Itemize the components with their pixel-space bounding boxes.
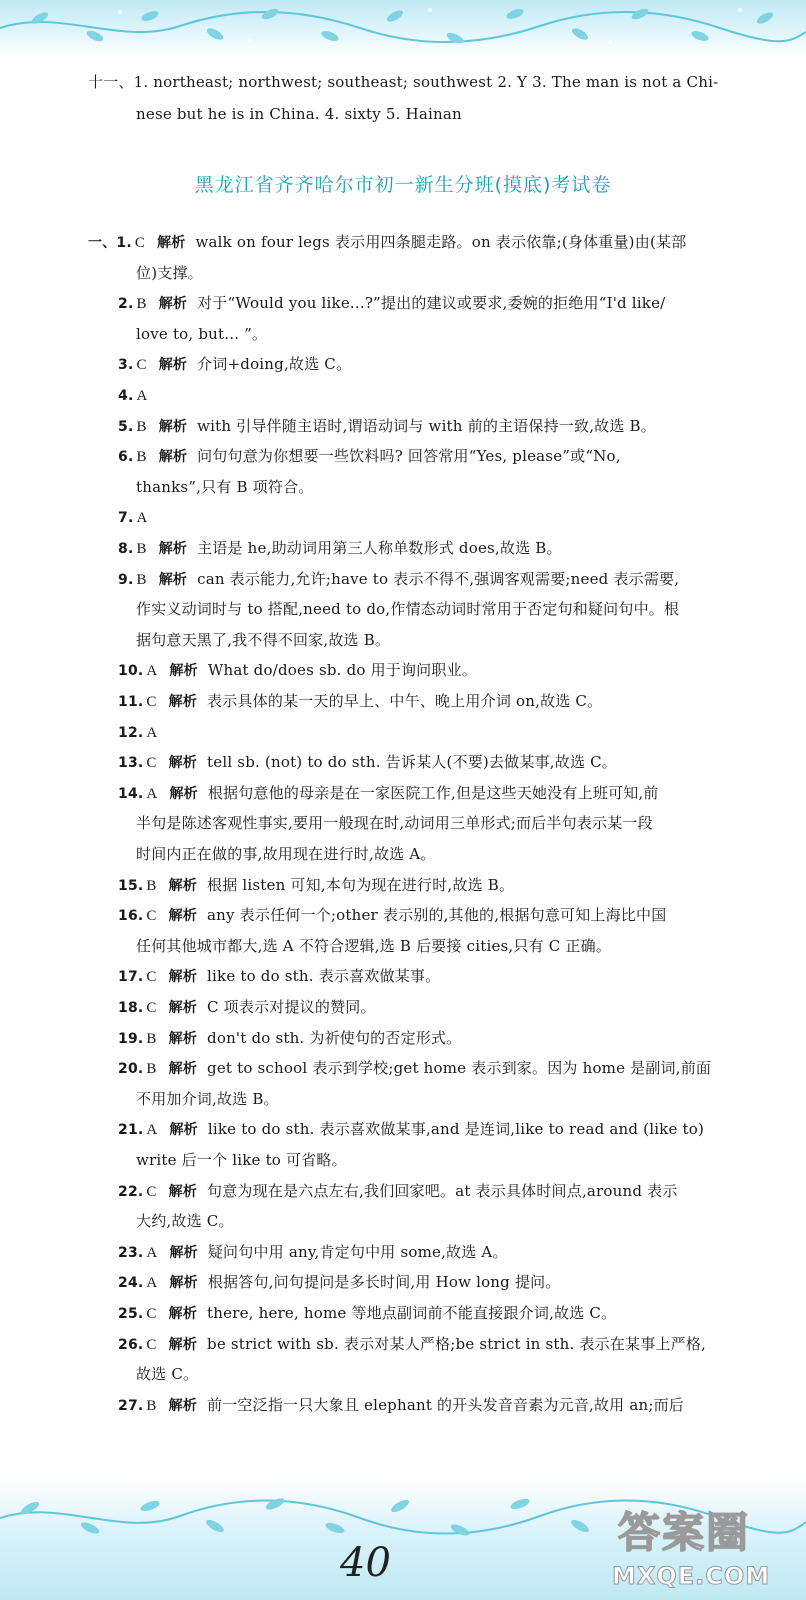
analysis-tag: 解析: [169, 1275, 198, 1291]
answer-choice: A: [136, 388, 148, 404]
analysis-text: 表示具体的某一天的早上、中午、晚上用介词 on,故选 C。: [207, 692, 603, 710]
analysis-text: walk on four legs 表示用四条腿走路。on 表示依靠;(身体重量)由(某部: [195, 233, 687, 251]
answer-number: 18.: [118, 1000, 144, 1016]
analysis-text: 根据句意他的母亲是在一家医院工作,但是这些天她没有上班可知,前: [207, 784, 659, 802]
answer-choice: C: [146, 1306, 157, 1322]
answer-choice: C: [136, 357, 147, 373]
analysis-continuation: love to, but... ”。: [136, 325, 268, 343]
answer-number: 6.: [118, 449, 134, 465]
answer-item: [118, 293, 665, 314]
answer-choice: C: [146, 1000, 157, 1016]
answer-number: 3.: [118, 357, 134, 373]
answer-choice: A: [136, 510, 148, 526]
answer-number: 12.: [118, 725, 144, 741]
answer-item: [118, 1303, 616, 1324]
answer-choice: B: [146, 1061, 157, 1077]
answer-choice: C: [146, 755, 157, 771]
answer-number: 7.: [118, 510, 134, 526]
answer-number: 4.: [118, 388, 134, 404]
answer-item: [118, 1272, 561, 1293]
answer-number: 21.: [118, 1122, 144, 1138]
answer-item: [118, 783, 659, 804]
answer-choice: A: [146, 725, 158, 741]
analysis-tag: 解析: [168, 1061, 198, 1077]
page-number: 40: [340, 1540, 391, 1586]
answer-choice: B: [136, 419, 147, 435]
watermark-site: MXQE.COM: [612, 1562, 771, 1590]
analysis-tag: 解析: [158, 541, 188, 557]
analysis-tag: 解析: [157, 235, 186, 251]
analysis-continuation: 位)支撑。: [136, 264, 203, 282]
answer-item: [118, 1058, 711, 1079]
answer-number: 17.: [118, 969, 144, 985]
answer-item: [118, 875, 514, 896]
answer-item: [118, 722, 157, 743]
analysis-tag: 解析: [158, 449, 188, 465]
analysis-tag: 解析: [168, 1337, 198, 1353]
analysis-text: What do/does sb. do 用于询问职业。: [207, 661, 477, 679]
analysis-tag: 解析: [168, 878, 198, 894]
analysis-tag: 解析: [158, 296, 188, 312]
answer-item: [118, 1395, 684, 1416]
analysis-text: with 引导伴随主语时,谓语动词与 with 前的主语保持一致,故选 B。: [197, 417, 656, 435]
analysis-text: don't do sth. 为祈使句的否定形式。: [207, 1029, 462, 1047]
answer-item: [118, 691, 602, 712]
analysis-text: any 表示任何一个;other 表示别的,其他的,根据句意可知上海比中国: [207, 906, 667, 924]
analysis-text: 主语是 he,助动词用第三人称单数形式 does,故选 B。: [197, 539, 562, 557]
answer-choice: A: [146, 786, 158, 802]
answer-number: 22.: [118, 1184, 144, 1200]
analysis-text: 句意为现在是六点左右,我们回家吧。at 表示具体时间点,around 表示: [207, 1182, 678, 1200]
answer-item: [118, 905, 666, 926]
answer-item: [118, 1119, 704, 1140]
answer-choice: A: [146, 1122, 158, 1138]
answer-choice: B: [146, 1398, 157, 1414]
answer-item: [118, 1242, 508, 1263]
analysis-continuation: 据句意天黑了,我不得不回家,故选 B。: [136, 631, 391, 649]
answer-item: [118, 966, 440, 987]
answer-number: 8.: [118, 541, 134, 557]
answer-number: 24.: [118, 1275, 144, 1291]
analysis-tag: 解析: [158, 419, 188, 435]
watermark-logo: 答案圈: [618, 1508, 751, 1557]
analysis-continuation: write 后一个 like to 可省略。: [136, 1151, 347, 1169]
answer-number: 16.: [118, 908, 144, 924]
answer-number: 26.: [118, 1337, 144, 1353]
answer-number: 25.: [118, 1306, 144, 1322]
analysis-tag: 解析: [168, 694, 198, 710]
analysis-text: 疑问句中用 any,肯定句中用 some,故选 A。: [207, 1243, 508, 1261]
answer-choice: C: [146, 908, 157, 924]
answer-item: [118, 416, 656, 437]
analysis-text: get to school 表示到学校;get home 表示到家。因为 home 是副词,前面: [207, 1059, 712, 1077]
analysis-continuation: 时间内正在做的事,故用现在进行时,故选 A。: [136, 845, 436, 863]
section-title: 黑龙江省齐齐哈尔市初一新生分班(摸底)考试卷: [194, 174, 612, 196]
answer-item: [118, 446, 621, 467]
answer-item: [118, 997, 376, 1018]
analysis-tag: 解析: [168, 1000, 198, 1016]
answer-item: [118, 354, 351, 375]
answer-choice: C: [146, 694, 157, 710]
answer-choice: C: [146, 1337, 157, 1353]
answer-choice: B: [136, 541, 147, 557]
answer-item: [118, 660, 477, 681]
answer-number: 10.: [118, 663, 144, 679]
answer-number: 14.: [118, 786, 144, 802]
answer-choice: B: [136, 296, 147, 312]
analysis-continuation: 半句是陈述客观性事实,要用一般现在时,动词用三单形式;而后半句表示某一段: [136, 814, 653, 832]
analysis-text: can 表示能力,允许;have to 表示不得不,强调客观需要;need 表示需要,: [197, 570, 680, 588]
analysis-tag: 解析: [168, 1184, 198, 1200]
answer-choice: B: [136, 449, 147, 465]
analysis-tag: 解析: [168, 1031, 198, 1047]
answer-item: [118, 752, 617, 773]
analysis-tag: 解析: [169, 1245, 198, 1261]
analysis-continuation: 不用加介词,故选 B。: [136, 1090, 279, 1108]
analysis-text: 对于“Would you like...?”提出的建议或要求,委婉的拒绝用“I'd like/: [197, 294, 666, 312]
analysis-continuation: 故选 C。: [136, 1365, 199, 1383]
answer-item: [118, 1028, 461, 1049]
analysis-text: like to do sth. 表示喜欢做某事,and 是连词,like to read and (like to): [207, 1120, 705, 1138]
analysis-text: like to do sth. 表示喜欢做某事。: [207, 967, 441, 985]
answer-number: 15.: [118, 878, 144, 894]
answer-choice: A: [146, 1245, 158, 1261]
answer-number: 5.: [118, 419, 134, 435]
analysis-tag: 解析: [168, 908, 198, 924]
answer-number: 9.: [118, 572, 134, 588]
analysis-text: 问句句意为你想要一些饮料吗? 回答常用“Yes, please”或“No,: [197, 447, 621, 465]
answer-choice: A: [146, 663, 158, 679]
analysis-text: 前一空泛指一只大象且 elephant 的开头发音音素为元音,故用 an;而后: [207, 1396, 685, 1414]
answer-choice: C: [134, 235, 146, 251]
answer-number: 一、1.: [88, 235, 132, 251]
header-answers-line1: 十一、1. northeast; northwest; southeast; southwest 2. Y 3. The man is not a Chi-: [88, 73, 719, 91]
answer-choice: B: [136, 572, 147, 588]
analysis-text: C 项表示对提议的赞同。: [207, 998, 376, 1016]
answer-number: 2.: [118, 296, 134, 312]
answer-choice: A: [146, 1275, 158, 1291]
answer-choice: C: [146, 969, 157, 985]
analysis-tag: 解析: [168, 1306, 198, 1322]
analysis-continuation: thanks”,只有 B 项符合。: [136, 478, 314, 496]
answer-choice: B: [146, 878, 157, 894]
answer-choice: B: [146, 1031, 157, 1047]
answer-item: [118, 385, 148, 406]
analysis-tag: 解析: [169, 1122, 198, 1138]
answer-item: [118, 569, 679, 590]
analysis-text: 根据 listen 可知,本句为现在进行时,故选 B。: [207, 876, 515, 894]
answer-number: 20.: [118, 1061, 144, 1077]
answer-number: 11.: [118, 694, 144, 710]
header-answers-line2: nese but he is in China. 4. sixty 5. Hainan: [136, 105, 462, 123]
analysis-tag: 解析: [168, 755, 198, 771]
analysis-text: there, here, home 等地点副词前不能直接跟介词,故选 C。: [207, 1304, 617, 1322]
analysis-continuation: 作实义动词时与 to 搭配,need to do,作情态动词时常用于否定句和疑问句中。根: [136, 600, 680, 618]
answer-item: [88, 232, 686, 253]
analysis-text: 根据答句,问句提问是多长时间,用 How long 提问。: [207, 1273, 561, 1291]
answer-number: 23.: [118, 1245, 144, 1261]
analysis-text: 介词+doing,故选 C。: [197, 355, 352, 373]
analysis-continuation: 大约,故选 C。: [136, 1212, 234, 1230]
analysis-tag: 解析: [168, 1398, 198, 1414]
answer-number: 13.: [118, 755, 144, 771]
answer-item: [118, 1181, 678, 1202]
answer-item: [118, 507, 148, 528]
answer-item: [118, 538, 562, 559]
analysis-tag: 解析: [168, 969, 198, 985]
analysis-tag: 解析: [169, 663, 198, 679]
answer-number: 19.: [118, 1031, 144, 1047]
analysis-text: be strict with sb. 表示对某人严格;be strict in sth. 表示在某事上严格,: [207, 1335, 707, 1353]
answer-choice: C: [146, 1184, 157, 1200]
answer-item: [118, 1334, 706, 1355]
answer-number: 27.: [118, 1398, 144, 1414]
analysis-continuation: 任何其他城市都大,选 A 不符合逻辑,选 B 后要接 cities,只有 C 正确。: [136, 937, 612, 955]
analysis-text: tell sb. (not) to do sth. 告诉某人(不要)去做某事,故选 C。: [207, 753, 617, 771]
analysis-tag: 解析: [169, 786, 198, 802]
analysis-tag: 解析: [158, 572, 188, 588]
analysis-tag: 解析: [158, 357, 188, 373]
